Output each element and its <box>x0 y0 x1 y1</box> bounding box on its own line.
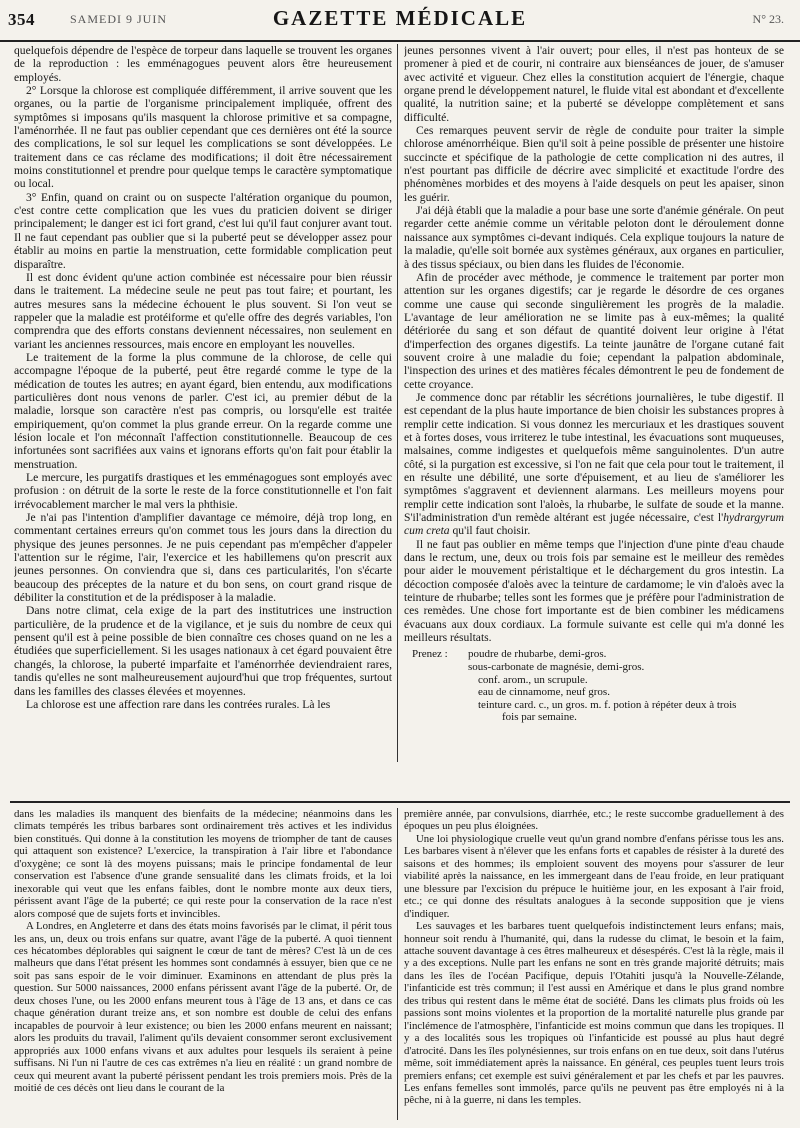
paragraph: Il est donc évident qu'une action combinée est nécessaire pour bien réussir dans le traitement. La médecine seule ne peut pas tout faire; et pourtant, les autres mesures sans la médecine échouent le plus souvent. Si l'on veut se rappeler que la maladie est protéiforme et qu'elle offre des degrés variables, l'on comprendra que des efforts constans deviennent nécessaires, non seulement en variant les anciennes ressources, mais encore en employant les nouvelles. <box>14 270 392 351</box>
paragraph: 3° Enfin, quand on craint ou on suspecte l'altération organique du poumon, c'est contre cette complication que les vues du praticien doivent se diriger principalement; le danger est ici fort grand, c'est lui qu'il faut conjurer avant tout. Il ne faut cependant pas oublier que si la puberté peut se développer assez pour établir au moins en partie la menstruation, cette formidable complication peut disparaître. <box>14 190 392 271</box>
prescription-line: fois par semaine. <box>502 711 577 724</box>
column-divider-bottom <box>397 808 398 1120</box>
paragraph: Les sauvages et les barbares tuent quelquefois indistinctement leurs enfans; mais, honneur soit rendu à l'humanité, qui, dans la rudesse du climat, le besoin et la faim, attache souvent davantage à ces êtres malheureux et désespérés. C'est là la règle, mais il y a des exceptions. Nulle part les enfans ne sont en très grande majorité détruits; mais dans les îles de l'océan Pacifique, depuis l'Otahiti jusqu'à la Nouvelle-Zélande, l'infanticide est très commun; il l'est aussi en Amérique et dans le plus grand nombre des tribus qui restent dans le même état de société. Dans les climats plus froids où les passions sont moins violentes et la proportion de la mortalité naturelle plus grande par l'inclémence de l'atmosphère, l'infanticide est moins commun que dans les tropiques. Il y a des localités sous les tropiques où l'infanticide est poussé au plus haut degré d'atrocité. Dans les îles polynésiennes, sur trois enfans on en tue deux, soit dans l'utérus même, soit immédiatement après la naissance. En général, ces peuples tuent leurs trois premiers enfans; cet exemple est suivi généralement et par les chefs et par les pauvres. Les enfans femelles sont immolés, parce qu'ils ne peuvent pas être employés ni à la pêche, ni à la guerre, ni dans les temples. <box>404 920 784 1107</box>
prescription-line: eau de cinnamome, neuf gros. <box>478 686 610 699</box>
bottom-right-column <box>404 808 784 1120</box>
page-header <box>0 0 800 42</box>
prescription-line: sous-carbonate de magnésie, demi-gros. <box>468 661 645 674</box>
paragraph: Le mercure, les purgatifs drastiques et les emménagogues sont employés avec profusion : on détruit de la sorte le reste de la force constitutionnelle et l'on fait irrévocablement marcher le mal vers la phthisie. <box>14 471 392 511</box>
prescription <box>404 648 784 724</box>
prescription-line: teinture card. c., un gros. m. f. potion à répéter deux à trois <box>478 698 737 711</box>
remedy-suffix: qu'il faut choisir. <box>449 524 531 538</box>
top-right-column <box>404 44 784 762</box>
paragraph: Il ne faut pas oublier en même temps que l'injection d'une pinte d'eau chaude dans le rectum, une, deux ou trois fois par semaine est le meilleur des remèdes pour aider le mouvement péristaltique et le déchargement du gros intestin. La décoction composée d'aloès avec la teinture de cardamome; le vin d'aloès avec la teinture de rhubarbe; telles sont les formes que je préfère pour l'administration de ces remèdes. Une chose fort importante est de bien combiner les médicamens évacuans aux doux cordiaux. La formule suivante est celle qui m'a donné les meilleurs résultats. <box>404 537 784 645</box>
paragraph: 2° Lorsque la chlorose est compliquée différemment, il arrive souvent que les organes, ou la partie de l'organisme principalement impliquée, offrent des symptômes si imposans qu'ils masquent la chlorose primitive et sa compagne, l'aménorrhée. Il ne faut pas oublier cependant que ces dernières ont été la source des complications, le sol sur lequel les complications se sont développées. Le traitement dans ce cas réclame des modifications; il doit être nécessairement moins constitutionnel et prendre pour quelque temps le caractère symptomatique ou local. <box>14 84 392 191</box>
paragraph: Dans notre climat, cela exige de la part des institutrices une instruction particulière, de la prudence et de la vigilance, et je suis du nombre de ceux qui pensent qu'il est à peine possible de bien connaître ces choses quand on ne les a étudiées que superficiellement. Si les usages nationaux à cet égard pouvaient être changés, la chlorose, la puberté imparfaite et l'aménorrhée deviendraient rares, tandis qu'elles ne sont malheureusement aujourd'hui que trop fréquentes, surtout dans les familles des classes élevées et moyennes. <box>14 604 392 698</box>
prescription-lines <box>468 648 736 724</box>
paragraph: Le traitement de la forme la plus commune de la chlorose, de celle qui accompagne l'époque de la puberté, peut être regardé comme le type de la médication de toutes les autres; en ayant égard, bien entendu, aux modifications particulières dont nous venons de parler. C'est ici, au premier début de la maladie, lorsque son caractère n'est pas compris, ou lorsqu'elle est traitée empiriquement, qu'on commet la plus grande erreur. On la regarde comme une lésion locale et l'on méconnaît l'affection constitutionnelle. Beaucoup de ces infortunées sont sacrifiées aux vains et ignorans efforts qu'on fait pour établir la menstruation. <box>14 350 392 471</box>
paragraph: première année, par convulsions, diarrhée, etc.; le reste succombe graduellement à des époques un peu plus éloignées. <box>404 808 784 833</box>
paragraph: Je n'ai pas l'intention d'amplifier davantage ce mémoire, déjà trop long, en commentant certaines erreurs qu'on commet tous les jours dans la direction du physique des jeunes personnes. Je ne puis cependant pas m'empêcher d'appeler l'attention sur le régime, l'air, l'exercice et les habillemens qu'on prescrit aux jeunes personnes. On conviendra que si, dans ces particularités, l'on s'écarte beaucoup des préceptes de la nature et du bon sens, on court grand risque de débiliter la constitution et de la prédisposer à la maladie. <box>14 511 392 605</box>
prescription-label: Prenez : <box>412 648 448 661</box>
column-divider-top <box>397 44 398 762</box>
paragraph: Ces remarques peuvent servir de règle de conduite pour traiter la simple chlorose aménorrhéique. Bien qu'il soit à peine possible de présenter une histoire succincte et spécifique de la pathologie de cette complication ni des autres, il n'est pourtant pas difficile de décrire avec simplicité et exactitude l'ordre des phénomènes morbides et des moyens à l'aide desquels on peut les apaiser, sinon les guérir. <box>404 124 784 204</box>
paragraph: jeunes personnes vivent à l'air ouvert; pour elles, il n'est pas honteux de se promener à pied et de courir, ni contraire aux bienséances de jouer, de s'amuser avec activité et vigueur. Chez elles la constitution acquiert de l'énergie, chaque organe prend le développement naturel, le fluide vital est abondant et d'excellente qualité, la nutrition saine; et la puberté se développe complètement et sans difficulté. <box>404 44 784 124</box>
paragraph: Afin de procéder avec méthode, je commence le traitement par porter mon attention sur les organes digestifs; car je regarde le désordre de ces organes comme une cause qui seconde singulièrement les progrès de la maladie. L'avantage de leur amélioration ne se limite pas à eux-mêmes; la qualité détériorée du sang et son défaut de quantité doivent leur origine à l'état d'imperfection des organes digestifs. La teinte jaunâtre de l'organe cutané fait souvent croire à une maladie du foie; cependant la palpation abdominale, l'inspection des urines et des matières fécales démontrent le peu de fondement de cette croyance. <box>404 270 784 391</box>
paragraph: J'ai déjà établi que la maladie a pour base une sorte d'anémie générale. On peut regarder cette anémie comme un véritable peloton dont le déroulement donne naissance aux symptômes ci-devant indiqués. Cela explique toujours la nature de la maladie, qu'elle soit bornée aux systèmes généraux, aux organes en particulier, à des tissus spéciaux, ou bien dans les fluides de l'économie. <box>404 204 784 271</box>
paragraph-remedy <box>404 391 784 538</box>
paragraph: A Londres, en Angleterre et dans des états moins favorisés par le climat, il périt tous les ans, un, deux ou trois enfans sur quatre, avant l'âge de la puberté. A quoi tiennent ces hécatombes déplorables qui saignent le cœur de tant de mères? C'est là un de ces malheurs que dans l'état présent les hommes sont condamnés à essuyer, bien que ce ne soit pas sans espoir de le voir diminuer. Examinons en attendant de plus près la question. Sur 5000 naissances, 2000 enfans périssent avant l'âge de la puberté. Or, de deux choses l'une, ou les 2000 enfans meurent tous à l'âge de 13 ans, et dans ce cas chaque génération durant treize ans, et son nombre est double de celui des enfans incapables de pourvoir à leur existence; ou bien les 2000 enfans meurent en naissant; alors les produits du travail, l'aliment qu'ils devaient consommer seront exclusivement appropriés aux 1000 enfans vivans et aux adultes pour lesquels ils seraient à peine suffisans. Ni l'un ni l'autre de ces cas extrêmes n'a lieu en réalité : un grand nombre de ceux qui meurent avant la puberté périssent pendant les trois premiers mois. Près de la moitié de ces décès ont lieu dans le courant de la <box>14 920 392 1094</box>
remedy-name: hydrargyrum cum creta <box>404 511 784 538</box>
issue-date: SAMEDI 9 JUIN <box>70 12 167 26</box>
paragraph: dans les maladies ils manquent des bienfaits de la médecine; néanmoins dans les climats tempérés les tribus barbares sont ordinairement très actives et les individus bien constitués. Qui donne à la constitution les moyens de triompher de tant de causes qui attaquent son existence? L'exercice, la transpiration à l'air libre et l'abondance d'oxygène; ce sont là des moyens puissans; mais le principe fondamental de leur conservation est l'absence d'une grande sensualité dans les climats froids, et la loi inexorable qui veut que les enfans faibles, dont le nombre monte aux deux tiers, périssent avant l'âge de la puberté; ce qui reste pour la conservation de la race n'est alors composé que de sujets forts et invincibles. <box>14 808 392 920</box>
bottom-left-column <box>14 808 392 1120</box>
section-divider <box>10 801 790 803</box>
top-left-column <box>14 44 392 762</box>
journal-title: GAZETTE MÉDICALE <box>272 6 528 30</box>
paragraph: quelquefois dépendre de l'espèce de torpeur dans laquelle se trouvent les organes de la reproduction : les emménagogues peuvent alors être heureusement employés. <box>14 44 392 84</box>
paragraph: Une loi physiologique cruelle veut qu'un grand nombre d'enfans périsse tous les ans. Les barbares visent à n'élever que les enfans forts et capables de résister à la dureté des saisons et des hommes; ils emploient souvent des moyens pour s'assurer de leur viabilité après la naissance, en les immergeant dans de l'eau froide, en leur pratiquant une blessure par l'excision du prépuce le huitième jour, en les exposant à l'air froid, etc.; ce qui donne des résultats analogues à la seconde supposition que je viens d'indiquer. <box>404 832 784 920</box>
prescription-line: poudre de rhubarbe, demi-gros. <box>468 648 607 661</box>
prescription-line: conf. arom., un scrupule. <box>478 673 588 686</box>
page-number: 354 <box>8 10 35 29</box>
paragraph-text: Je commence donc par rétablir les sécrétions journalières, le tube digestif. Il est cependant de la plus haute importance de bien choisir les substances propres à remplir cette indication. Si vous donnez les mercuriaux et les drastiques souvent et à fortes doses, vous irriterez le tube intestinal, les évacuations sont muqueuses, malsaines, comme indigestes et quelquefois même sanguinolentes. D'un autre côté, si la purgation est excessive, si l'on ne fait que cela pour tout le traitement, il en résulte une débilité, une sorte d'épuisement, et au lieu de s'améliorer les symptômes s'aggravent et deviennent alarmans. Les meilleurs moyens pour remplir cette indication sont l'aloès, la rhubarbe, le sulfate de soude et la manne. S'il'administration d'un remède altérant est jugée nécessaire, c'est l' <box>404 390 784 525</box>
paragraph: La chlorose est une affection rare dans les contrées rurales. Là les <box>26 697 331 711</box>
issue-number: N° 23. <box>752 12 784 26</box>
